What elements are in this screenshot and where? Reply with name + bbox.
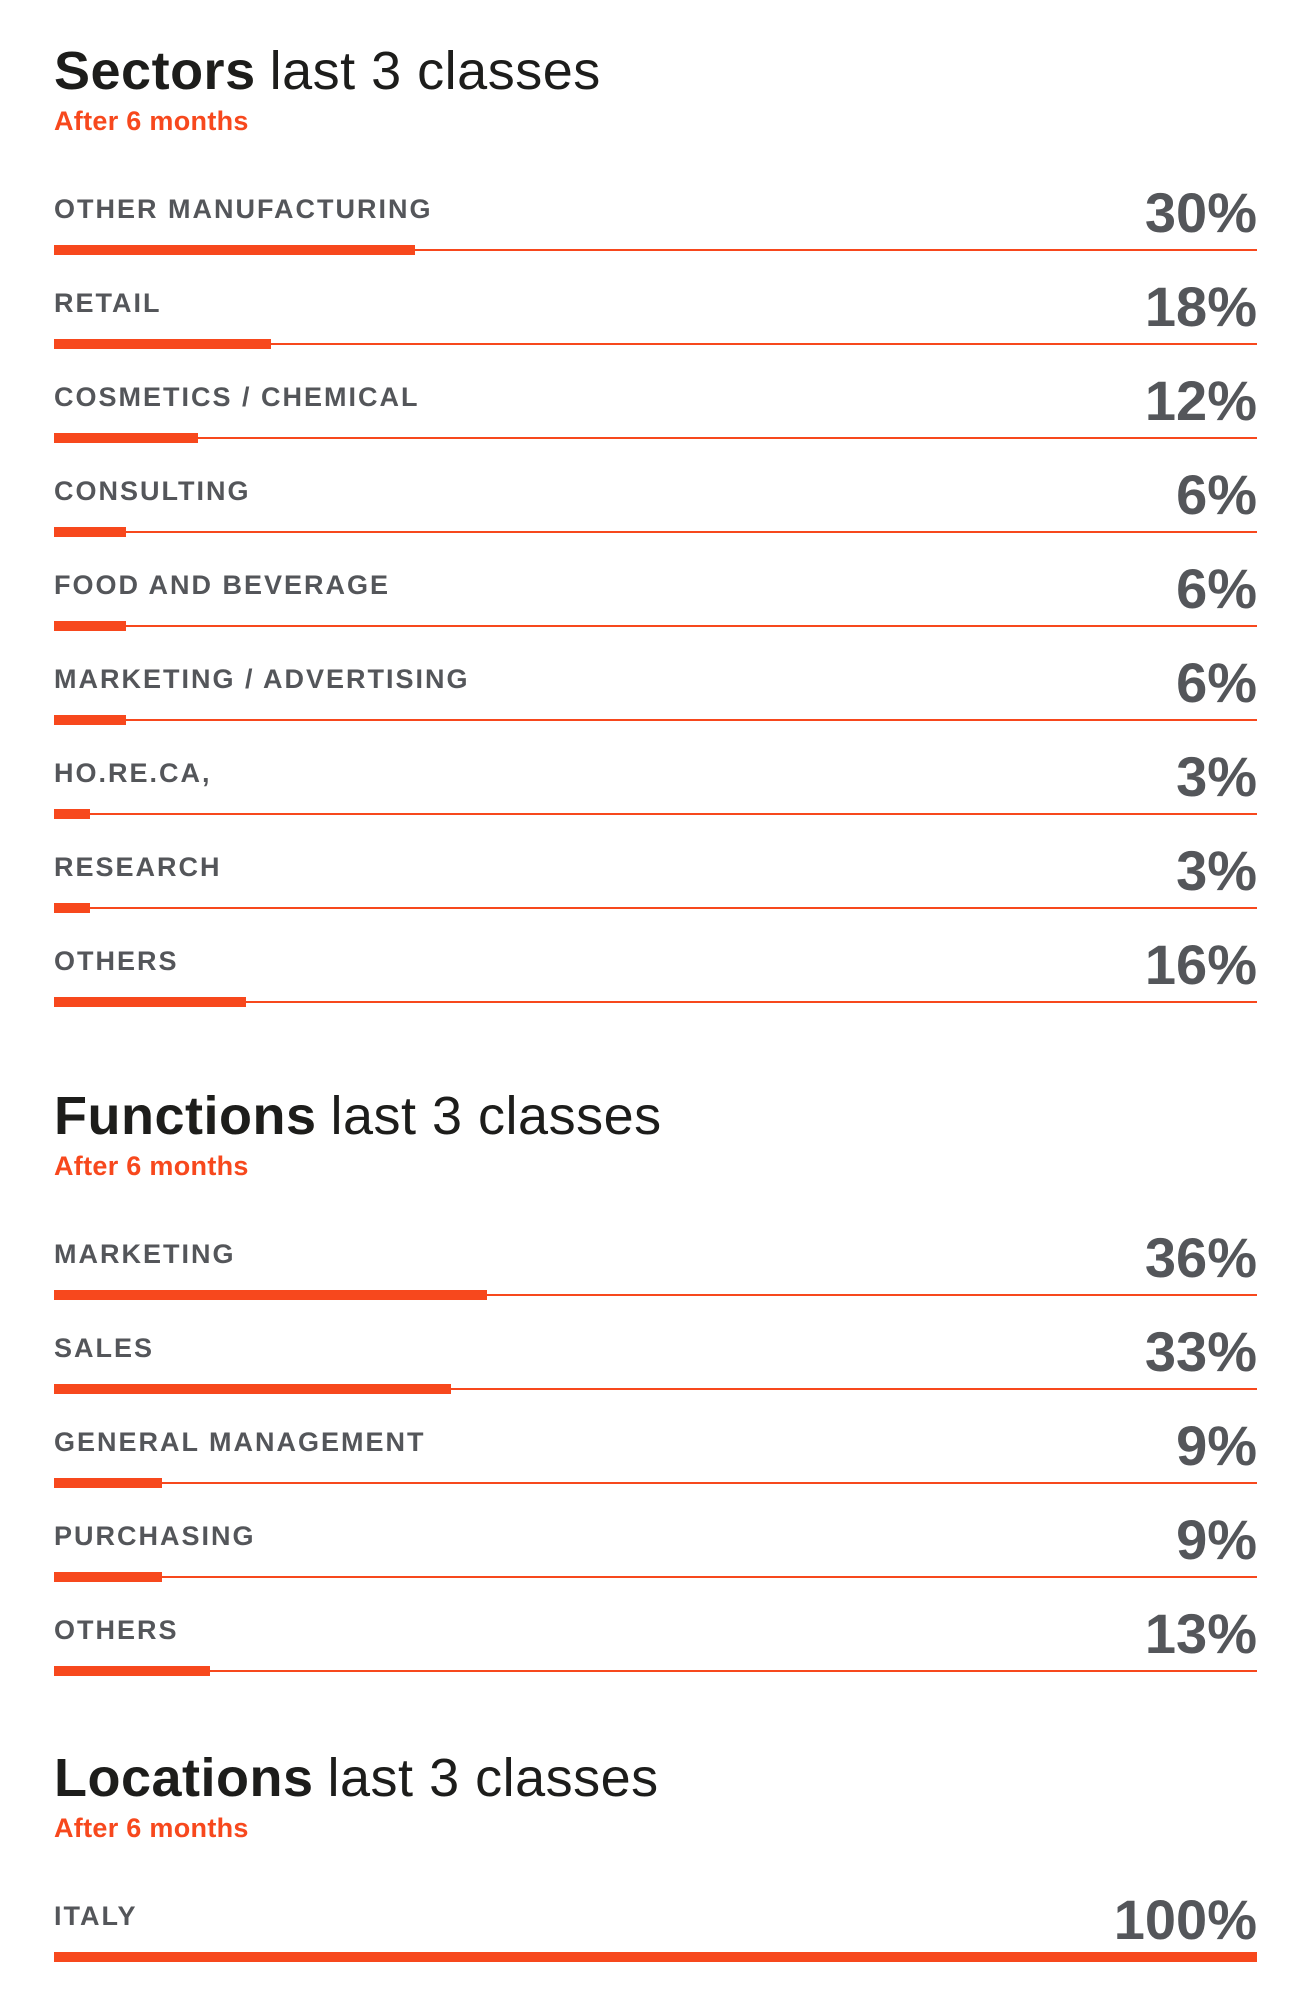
row-label: SALES [54, 1333, 155, 1363]
chart-row [54, 181, 1257, 292]
chart-row [54, 1414, 1257, 1525]
chart-row [54, 1320, 1257, 1431]
row-label: COSMETICS / CHEMICAL [54, 382, 420, 412]
sectors-rows [54, 181, 1257, 1044]
row-label: PURCHASING [54, 1521, 256, 1551]
row-value: 6% [1176, 463, 1257, 526]
section-locations-header [54, 1748, 1257, 1843]
bar-fill [54, 1478, 162, 1488]
bar-track [54, 813, 1257, 815]
section-title [54, 41, 1257, 101]
row-value: 6% [1176, 557, 1257, 620]
bar-fill [54, 903, 90, 913]
bar-fill [54, 245, 415, 255]
chart-row [54, 1508, 1257, 1619]
bar-fill [54, 433, 198, 443]
section-functions [54, 1086, 1257, 1713]
chart-row [54, 745, 1257, 856]
row-value: 18% [1144, 275, 1257, 338]
row-label: FOOD AND BEVERAGE [54, 570, 391, 600]
row-label: ITALY [54, 1901, 138, 1931]
bar-track [54, 719, 1257, 721]
section-title-main: Locations [54, 1748, 314, 1808]
row-value: 16% [1144, 933, 1257, 996]
section-subtitle: After 6 months [54, 1151, 249, 1181]
section-subtitle: After 6 months [54, 1813, 249, 1843]
bar-track [54, 1482, 1257, 1484]
row-value: 6% [1176, 651, 1257, 714]
row-label: RETAIL [54, 288, 162, 318]
row-value: 3% [1176, 745, 1257, 808]
bar-track [54, 531, 1257, 533]
bar-fill [54, 1290, 487, 1300]
functions-rows [54, 1226, 1257, 1713]
row-value: 36% [1144, 1226, 1257, 1289]
row-value: 9% [1176, 1508, 1257, 1571]
chart-row [54, 1888, 1257, 1999]
chart-row [54, 557, 1257, 668]
bar-fill [54, 339, 271, 349]
chart-row [54, 463, 1257, 574]
chart-row [54, 651, 1257, 762]
bar-fill [54, 809, 90, 819]
row-label: MARKETING / ADVERTISING [54, 664, 470, 694]
section-title-main: Sectors [54, 41, 256, 101]
row-label: RESEARCH [54, 852, 222, 882]
chart-row [54, 275, 1257, 386]
bar-track [54, 1670, 1257, 1672]
row-value: 100% [1113, 1888, 1257, 1951]
section-title-suffix: last 3 classes [269, 41, 601, 101]
chart-row [54, 933, 1257, 1044]
row-value: 12% [1144, 369, 1257, 432]
chart-row [54, 1602, 1257, 1713]
section-functions-header [54, 1086, 1257, 1181]
bar-fill [54, 997, 246, 1007]
section-title-suffix: last 3 classes [327, 1748, 659, 1808]
section-sectors-header [54, 41, 1257, 136]
bar-fill [54, 1572, 162, 1582]
bar-track [54, 1576, 1257, 1578]
row-label: GENERAL MANAGEMENT [54, 1427, 426, 1457]
row-value: 33% [1144, 1320, 1257, 1383]
section-title [54, 1086, 1257, 1146]
bar-fill [54, 621, 126, 631]
section-subtitle: After 6 months [54, 106, 249, 136]
locations-rows [54, 1888, 1257, 1999]
row-label: OTHERS [54, 1615, 179, 1645]
row-value: 3% [1176, 839, 1257, 902]
chart-row [54, 839, 1257, 950]
chart-row [54, 369, 1257, 480]
section-sectors [54, 41, 1257, 1044]
row-label: OTHER MANUFACTURING [54, 194, 433, 224]
row-value: 30% [1144, 181, 1257, 244]
section-title [54, 1748, 1257, 1808]
bar-fill [54, 1952, 1257, 1962]
bar-track [54, 625, 1257, 627]
row-value: 13% [1144, 1602, 1257, 1665]
bar-fill [54, 1666, 210, 1676]
row-label: MARKETING [54, 1239, 236, 1269]
bar-fill [54, 715, 126, 725]
section-title-suffix: last 3 classes [330, 1086, 662, 1146]
bar-fill [54, 527, 126, 537]
bar-track [54, 907, 1257, 909]
row-label: OTHERS [54, 946, 179, 976]
chart-row [54, 1226, 1257, 1337]
bar-track [54, 437, 1257, 439]
row-label: HO.RE.CA, [54, 758, 212, 788]
row-label: CONSULTING [54, 476, 251, 506]
section-locations [54, 1748, 1257, 1999]
section-title-main: Functions [54, 1086, 317, 1146]
row-value: 9% [1176, 1414, 1257, 1477]
bar-fill [54, 1384, 451, 1394]
